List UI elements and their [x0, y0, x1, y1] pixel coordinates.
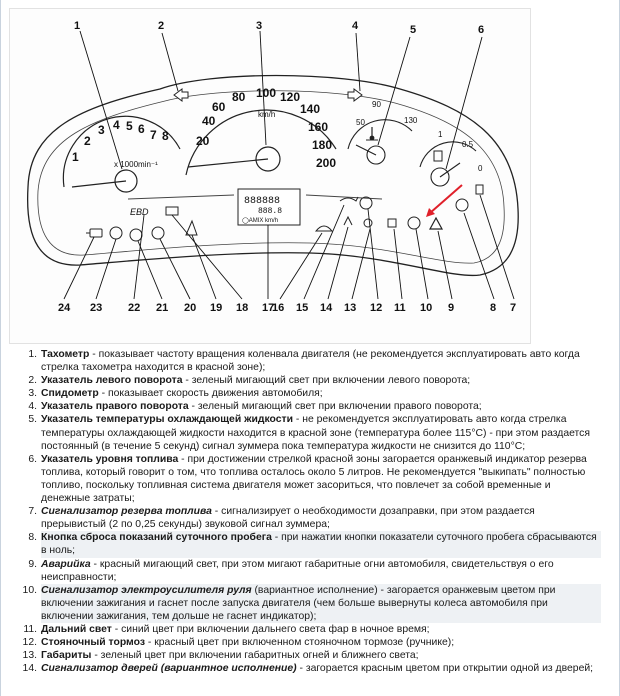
- temp-tick-90: 90: [372, 100, 381, 109]
- callout-18: 18: [236, 302, 249, 314]
- legend-number: 8.: [28, 532, 37, 544]
- speed-tick-200: 200: [316, 156, 337, 170]
- legend-number: 3.: [28, 388, 37, 400]
- engine-check-icon: [86, 229, 102, 237]
- tach-tick-8: 8: [162, 129, 169, 143]
- speed-tick-140: 140: [300, 102, 321, 116]
- legend-text: - красный мигающий свет, при этом мигают габаритные огни автомобиля, свидетельствуя о его неисправности;: [41, 558, 554, 583]
- callout-5: 5: [410, 24, 417, 36]
- thermometer-icon: [366, 127, 378, 140]
- legend-number: 4.: [28, 401, 37, 413]
- callout-21: 21: [156, 302, 169, 314]
- callout-2: 2: [158, 20, 165, 32]
- callout-7: 7: [510, 302, 517, 314]
- tach-tick-5: 5: [126, 119, 133, 133]
- callout-3: 3: [256, 20, 263, 32]
- legend-item: [28, 558, 601, 584]
- legend-term: Тахометр: [41, 349, 90, 360]
- callout-4: 4: [352, 20, 359, 32]
- speed-tick-180: 180: [312, 138, 333, 152]
- callout-16: 16: [272, 302, 285, 314]
- power-steering-icon: [408, 217, 420, 229]
- speed-tick-120: 120: [280, 90, 301, 104]
- legend-number: 12.: [22, 637, 37, 649]
- legend-item: [28, 387, 601, 400]
- callout-14: 14: [320, 302, 333, 314]
- speed-tick-80: 80: [232, 90, 246, 104]
- legend-term: Сигнализатор резерва топлива: [41, 506, 212, 518]
- callout-13: 13: [344, 302, 357, 314]
- legend-term: Стояночный тормоз: [41, 637, 145, 649]
- legend-text: - красный цвет при включенном стояночном тормозе (ручнике);: [144, 637, 455, 649]
- warning-row-divider-left: [128, 195, 234, 199]
- legend-list: [1, 348, 601, 675]
- legend-text: - при достижении стрелкой красной зоны загорается оранжевый индикатор резерва топлива, который говорит о том, что топлива осталось около 5 литров. Не рекомендуется "выкипать" полностью топливо, поскольку топливная система двигателя может засориться, что повлечет за собой временные и денежные затраты;: [41, 453, 587, 505]
- tach-tick-3: 3: [98, 123, 105, 137]
- callout-6: 6: [478, 24, 485, 36]
- odometer-trip: 888.8: [258, 207, 283, 216]
- callout-24: 24: [58, 302, 71, 314]
- hazard-triangle-icon: [430, 218, 442, 229]
- legend-term: Сигнализатор дверей (вариантное исполнение): [41, 663, 297, 675]
- trip-reset-button-icon[interactable]: [456, 199, 468, 211]
- callout-1: 1: [74, 20, 81, 32]
- legend-number: 14.: [22, 663, 37, 675]
- tach-tick-1: 1: [72, 150, 79, 164]
- speedometer-needle: [188, 159, 268, 167]
- legend-number: 10.: [22, 584, 37, 596]
- temp-tick-130: 130: [404, 116, 418, 125]
- legend-number: 6.: [28, 453, 37, 465]
- callout-8: 8: [490, 302, 497, 314]
- legend-term: Аварийка: [41, 558, 91, 570]
- legend-item: [28, 374, 601, 387]
- tach-tick-6: 6: [138, 122, 145, 136]
- legend-item: [28, 453, 601, 505]
- legend-text: - зеленый мигающий свет при включении правого поворота;: [188, 401, 482, 413]
- legend-term: Спидометр: [41, 388, 99, 400]
- legend-term: Указатель уровня топлива: [41, 453, 179, 465]
- odometer-digits: 888888: [244, 196, 281, 207]
- legend-item: [28, 505, 601, 531]
- seatbelt-icon: [186, 221, 197, 235]
- legend-number: 5.: [28, 414, 37, 426]
- legend-term: Сигнализатор электроусилителя руля: [41, 584, 252, 596]
- odometer-label: ◯AMIX km/h: [242, 218, 279, 224]
- dashboard-drawing: [10, 9, 530, 343]
- brake-pads-icon: [130, 229, 142, 241]
- legend-number: 7.: [28, 506, 37, 518]
- callout-19: 19: [210, 302, 223, 314]
- fuel-pump-icon: [434, 151, 442, 161]
- ebd-label: EBD: [130, 207, 149, 217]
- legend-text: - показывает скорость движения автомобиля;: [98, 388, 323, 400]
- legend-number: 1.: [28, 349, 37, 360]
- callout-11: 11: [394, 302, 406, 314]
- legend-item: [22, 662, 601, 675]
- legend-item: [22, 649, 601, 662]
- legend-number: 2.: [28, 375, 37, 387]
- legend-text: - синий цвет при включении дальнего света фар в ночное время;: [111, 623, 430, 635]
- callout-23: 23: [90, 302, 103, 314]
- speed-tick-60: 60: [212, 100, 226, 114]
- legend-text: - сигнализирует о необходимости дозаправки, при этом раздается прерывистый (2 по 0,25 секунды) звуковой сигнал зуммера;: [41, 506, 535, 531]
- legend-text: - показывает частоту вращения коленвала двигателя (не рекомендуется эксплуатировать авто когда стрелка тахометра находится в красной зоне);: [41, 349, 580, 374]
- speed-tick-160: 160: [308, 120, 329, 134]
- legend-item: [23, 623, 601, 636]
- legend-item: [22, 584, 601, 623]
- legend-number: 11.: [23, 623, 37, 635]
- high-beam-icon: [388, 219, 396, 227]
- side-lights-icon: [364, 219, 372, 227]
- legend-item: [28, 348, 601, 374]
- callout-22: 22: [128, 302, 141, 314]
- legend-term: Габариты: [41, 650, 92, 662]
- tach-unit: x 1000min⁻¹: [114, 160, 158, 169]
- callout-10: 10: [420, 302, 433, 314]
- callout-17: 17: [262, 302, 275, 314]
- left-turn-arrow-icon: [174, 89, 188, 101]
- speed-tick-100: 100: [256, 86, 277, 100]
- airbag-icon: [344, 217, 352, 225]
- battery-icon: [166, 207, 178, 215]
- speed-tick-40: 40: [202, 114, 216, 128]
- legend-text: - зеленый мигающий свет при включении левого поворота;: [182, 375, 471, 387]
- abs-icon: [110, 227, 122, 239]
- temp-tick-50: 50: [356, 118, 365, 127]
- legend-text: - при нажатии кнопки показатели суточного пробега сбрасываются в ноль;: [41, 532, 597, 557]
- callout-9: 9: [448, 302, 455, 314]
- dashboard-diagram: [9, 8, 531, 344]
- fuel-reserve-icon: [476, 185, 483, 194]
- callout-12: 12: [370, 302, 383, 314]
- legend-text: (вариантное исполнение) - загорается оранжевым цветом при включении зажигания и гаснет после запуска двигателя (чем больше вывернуты колеса автомобиля при включении зажигания, тем дольше не гаснет индикатор);: [41, 584, 556, 622]
- speed-unit: km/h: [258, 110, 276, 119]
- legend-term: Кнопка сброса показаний суточного пробега: [41, 532, 272, 544]
- fuel-tick-1: 1: [438, 130, 443, 139]
- legend-number: 9.: [28, 558, 37, 570]
- legend-term: Дальний свет: [41, 623, 112, 635]
- tach-tick-2: 2: [84, 134, 91, 148]
- parking-brake-icon: [360, 197, 372, 209]
- legend-text: - загорается красным цветом при открытии одной из дверей;: [296, 663, 594, 675]
- speed-tick-20: 20: [196, 134, 210, 148]
- door-open-icon: [316, 226, 332, 231]
- brake-fluid-icon: [152, 227, 164, 239]
- fuel-tick-0: 0: [478, 164, 483, 173]
- callout-15: 15: [296, 302, 309, 314]
- callout-20: 20: [184, 302, 197, 314]
- legend-item: [28, 413, 601, 452]
- legend-term: Указатель правого поворота: [41, 401, 189, 413]
- legend-item: [22, 636, 601, 649]
- legend-item: [28, 400, 601, 413]
- legend-item: [28, 531, 601, 557]
- legend-number: 13.: [22, 650, 37, 662]
- legend-term: Указатель температуры охлаждающей жидкости: [41, 414, 293, 426]
- tach-tick-7: 7: [150, 128, 157, 142]
- legend-text: - не рекомендуется эксплуатировать авто когда стрелка температуры охлаждающей жидкости находится в красной зоне (температура более 115°С) - при этом раздается постоянный (в течение 5 секунд) сигнал зуммера пока температура жидкости не снизится до 110°С;: [41, 414, 591, 452]
- legend-term: Указатель левого поворота: [41, 375, 183, 387]
- fuel-tick-half: 0.5: [462, 140, 474, 149]
- tach-tick-4: 4: [113, 118, 120, 132]
- legend-text: - зеленый цвет при включении габаритных огней и ближнего света;: [91, 650, 419, 662]
